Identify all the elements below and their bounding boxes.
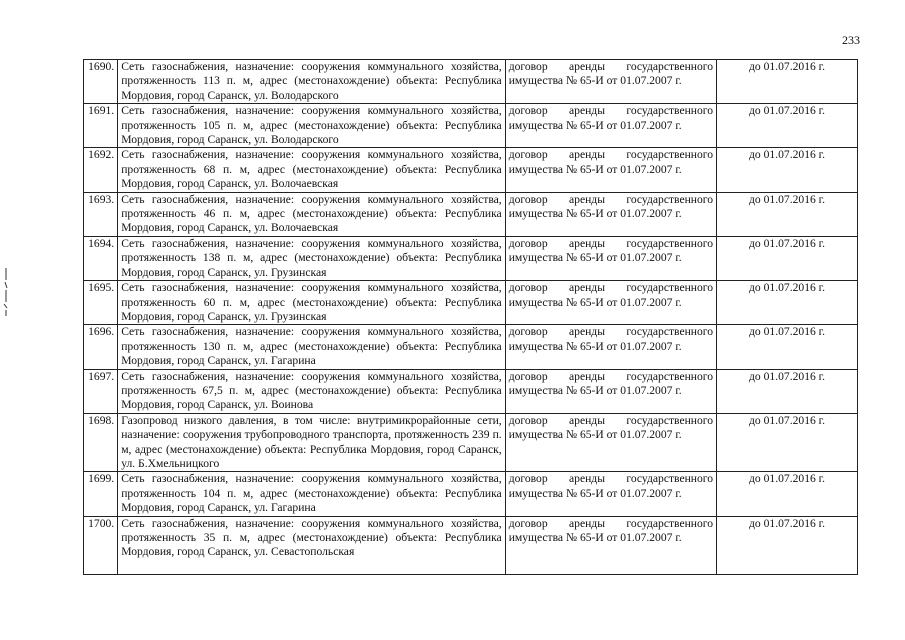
table-row [84, 369, 858, 413]
lease-term: до 01.07.2016 г. [717, 104, 858, 148]
page-number: 233 [842, 33, 860, 47]
table-row [84, 325, 858, 369]
binding-mark [3, 268, 9, 316]
table-row [84, 472, 858, 516]
object-description: Сеть газоснабжения, назначение: сооружения коммунального хозяйства, протяженность 68 п. м, адрес (местонахождение) объекта: Республика Мордовия, город Саранск, ул. Волочаевская [118, 148, 506, 192]
lease-term: до 01.07.2016 г. [717, 516, 858, 574]
contract-reference: договор аренды государственного имущества № 65-И от 01.07.2007 г. [505, 236, 716, 280]
object-description: Сеть газоснабжения, назначение: сооружения коммунального хозяйства, протяженность 105 п. м, адрес (местонахождение) объекта: Республика Мордовия, город Саранск, ул. Володарского [118, 104, 506, 148]
lease-term: до 01.07.2016 г. [717, 192, 858, 236]
row-number: 1698. [84, 413, 118, 472]
table-row [84, 60, 858, 104]
property-registry-table [83, 59, 858, 575]
table-row [84, 104, 858, 148]
row-number: 1691. [84, 104, 118, 148]
table-row [84, 236, 858, 280]
row-number: 1693. [84, 192, 118, 236]
table-row [84, 192, 858, 236]
row-number: 1692. [84, 148, 118, 192]
contract-reference: договор аренды государственного имущества № 65-И от 01.07.2007 г. [505, 104, 716, 148]
contract-reference: договор аренды государственного имущества № 65-И от 01.07.2007 г. [505, 148, 716, 192]
contract-reference: договор аренды государственного имущества № 65-И от 01.07.2007 г. [505, 325, 716, 369]
object-description: Сеть газоснабжения, назначение: сооружения коммунального хозяйства, протяженность 67,5 п. м, адрес (местонахождение) объекта: Республика Мордовия, город Саранск, ул. Воинова [118, 369, 506, 413]
row-number: 1690. [84, 60, 118, 104]
object-description: Сеть газоснабжения, назначение: сооружения коммунального хозяйства, протяженность 130 п. м, адрес (местонахождение) объекта: Республика Мордовия, город Саранск, ул. Гагарина [118, 325, 506, 369]
contract-reference: договор аренды государственного имущества № 65-И от 01.07.2007 г. [505, 192, 716, 236]
lease-term: до 01.07.2016 г. [717, 148, 858, 192]
table-row [84, 413, 858, 472]
contract-reference: договор аренды государственного имущества № 65-И от 01.07.2007 г. [505, 472, 716, 516]
row-number: 1694. [84, 236, 118, 280]
object-description: Сеть газоснабжения, назначение: сооружения коммунального хозяйства, протяженность 113 п. м, адрес (местонахождение) объекта: Республика Мордовия, город Саранск, ул. Володарского [118, 60, 506, 104]
table-row [84, 148, 858, 192]
contract-reference: договор аренды государственного имущества № 65-И от 01.07.2007 г. [505, 369, 716, 413]
object-description: Сеть газоснабжения, назначение: сооружения коммунального хозяйства, протяженность 104 п. м, адрес (местонахождение) объекта: Республика Мордовия, город Саранск, ул. Гагарина [118, 472, 506, 516]
row-number: 1700. [84, 516, 118, 574]
lease-term: до 01.07.2016 г. [717, 413, 858, 472]
lease-term: до 01.07.2016 г. [717, 60, 858, 104]
table-row [84, 281, 858, 325]
lease-term: до 01.07.2016 г. [717, 369, 858, 413]
table-row [84, 516, 858, 574]
object-description: Сеть газоснабжения, назначение: сооружения коммунального хозяйства, протяженность 46 п. м, адрес (местонахождение) объекта: Республика Мордовия, город Саранск, ул. Волочаевская [118, 192, 506, 236]
contract-reference: договор аренды государственного имущества № 65-И от 01.07.2007 г. [505, 281, 716, 325]
row-number: 1699. [84, 472, 118, 516]
row-number: 1695. [84, 281, 118, 325]
contract-reference: договор аренды государственного имущества № 65-И от 01.07.2007 г. [505, 60, 716, 104]
contract-reference: договор аренды государственного имущества № 65-И от 01.07.2007 г. [505, 516, 716, 574]
lease-term: до 01.07.2016 г. [717, 236, 858, 280]
object-description: Газопровод низкого давления, в том числе: внутримикрорайонные сети, назначение: сооружения трубопроводного транспорта, протяженность 239 п. м, адрес (местонахождение) объекта: Республика Мордовия, город Саранск, ул. Б.Хмельницкого [118, 413, 506, 472]
object-description: Сеть газоснабжения, назначение: сооружения коммунального хозяйства, протяженность 138 п. м, адрес (местонахождение) объекта: Республика Мордовия, город Саранск, ул. Грузинская [118, 236, 506, 280]
lease-term: до 01.07.2016 г. [717, 325, 858, 369]
object-description: Сеть газоснабжения, назначение: сооружения коммунального хозяйства, протяженность 60 п. м, адрес (местонахождение) объекта: Республика Мордовия, город Саранск, ул. Грузинская [118, 281, 506, 325]
contract-reference: договор аренды государственного имущества № 65-И от 01.07.2007 г. [505, 413, 716, 472]
lease-term: до 01.07.2016 г. [717, 281, 858, 325]
row-number: 1696. [84, 325, 118, 369]
row-number: 1697. [84, 369, 118, 413]
lease-term: до 01.07.2016 г. [717, 472, 858, 516]
object-description: Сеть газоснабжения, назначение: сооружения коммунального хозяйства, протяженность 35 п. м, адрес (местонахождение) объекта: Республика Мордовия, город Саранск, ул. Севастопольская [118, 516, 506, 574]
